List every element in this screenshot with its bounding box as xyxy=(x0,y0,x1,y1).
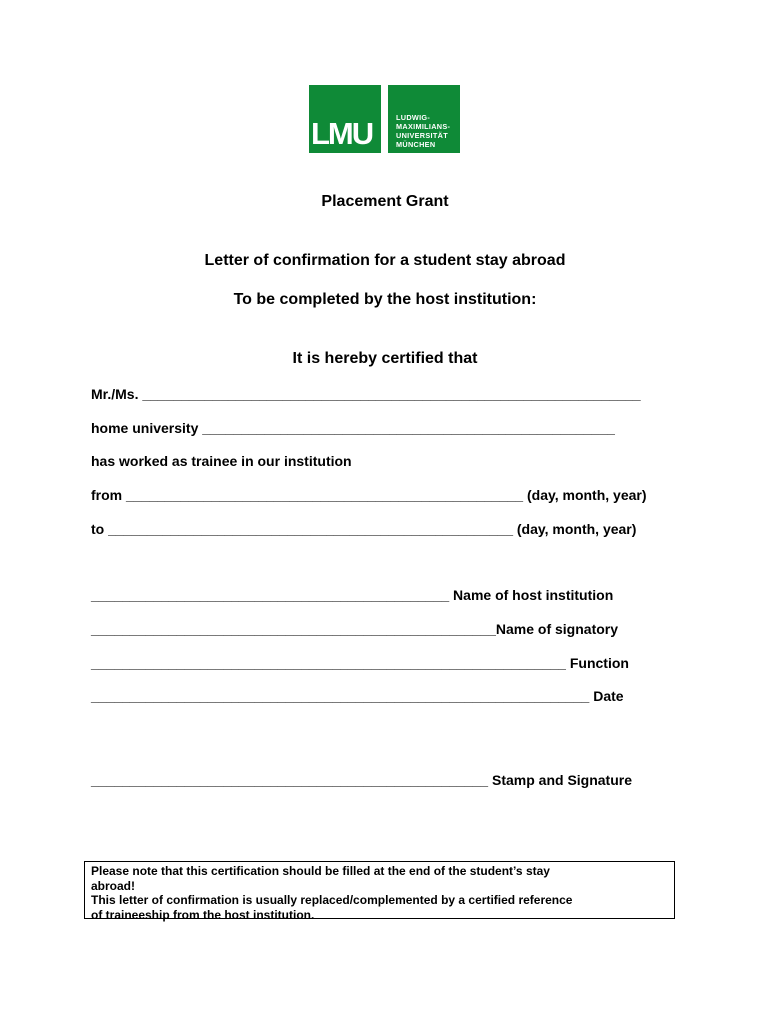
page-title: Placement Grant xyxy=(321,193,449,210)
note-line: of traineeship from the host institution. xyxy=(91,907,315,922)
note-line: abroad! xyxy=(91,878,136,893)
note-line: This letter of confirmation is usually replaced/complemented by a certified reference xyxy=(91,893,573,907)
function-field[interactable]: _____________________________________________________________ Function xyxy=(91,655,629,671)
logo-wordmark-text: LUDWIG- MAXIMILIANS- UNIVERSITÄT MÜNCHEN xyxy=(396,113,451,149)
logo-mark-text: LMU xyxy=(311,116,373,151)
from-date-field[interactable]: from ___________________________________________________ (day, month, year) xyxy=(91,487,647,503)
instruction-heading: To be completed by the host institution: xyxy=(233,291,537,308)
to-date-field[interactable]: to ____________________________________________________ (day, month, year) xyxy=(91,521,637,537)
stamp-signature-field[interactable]: ___________________________________________________ Stamp and Signature xyxy=(91,772,633,788)
page-subtitle: Letter of confirmation for a student stay abroad xyxy=(204,252,566,269)
signatory-field[interactable]: ____________________________________________________Name of signatory xyxy=(91,621,619,637)
home-university-field[interactable]: home university _____________________________________________________ xyxy=(91,420,615,436)
logo-mark xyxy=(309,85,381,153)
certified-heading: It is hereby certified that xyxy=(292,350,478,367)
note-box xyxy=(84,861,675,922)
logo-wordmark xyxy=(388,85,460,153)
note-line: Please note that this certification should be filled at the end of the student’s stay xyxy=(91,864,550,878)
name-field[interactable]: Mr./Ms. ________________________________________________________________ xyxy=(91,386,641,402)
host-institution-field[interactable]: ______________________________________________ Name of host institution xyxy=(91,587,614,603)
worked-statement: has worked as trainee in our institution xyxy=(91,453,352,469)
date-field[interactable]: ________________________________________________________________ Date xyxy=(91,688,624,704)
